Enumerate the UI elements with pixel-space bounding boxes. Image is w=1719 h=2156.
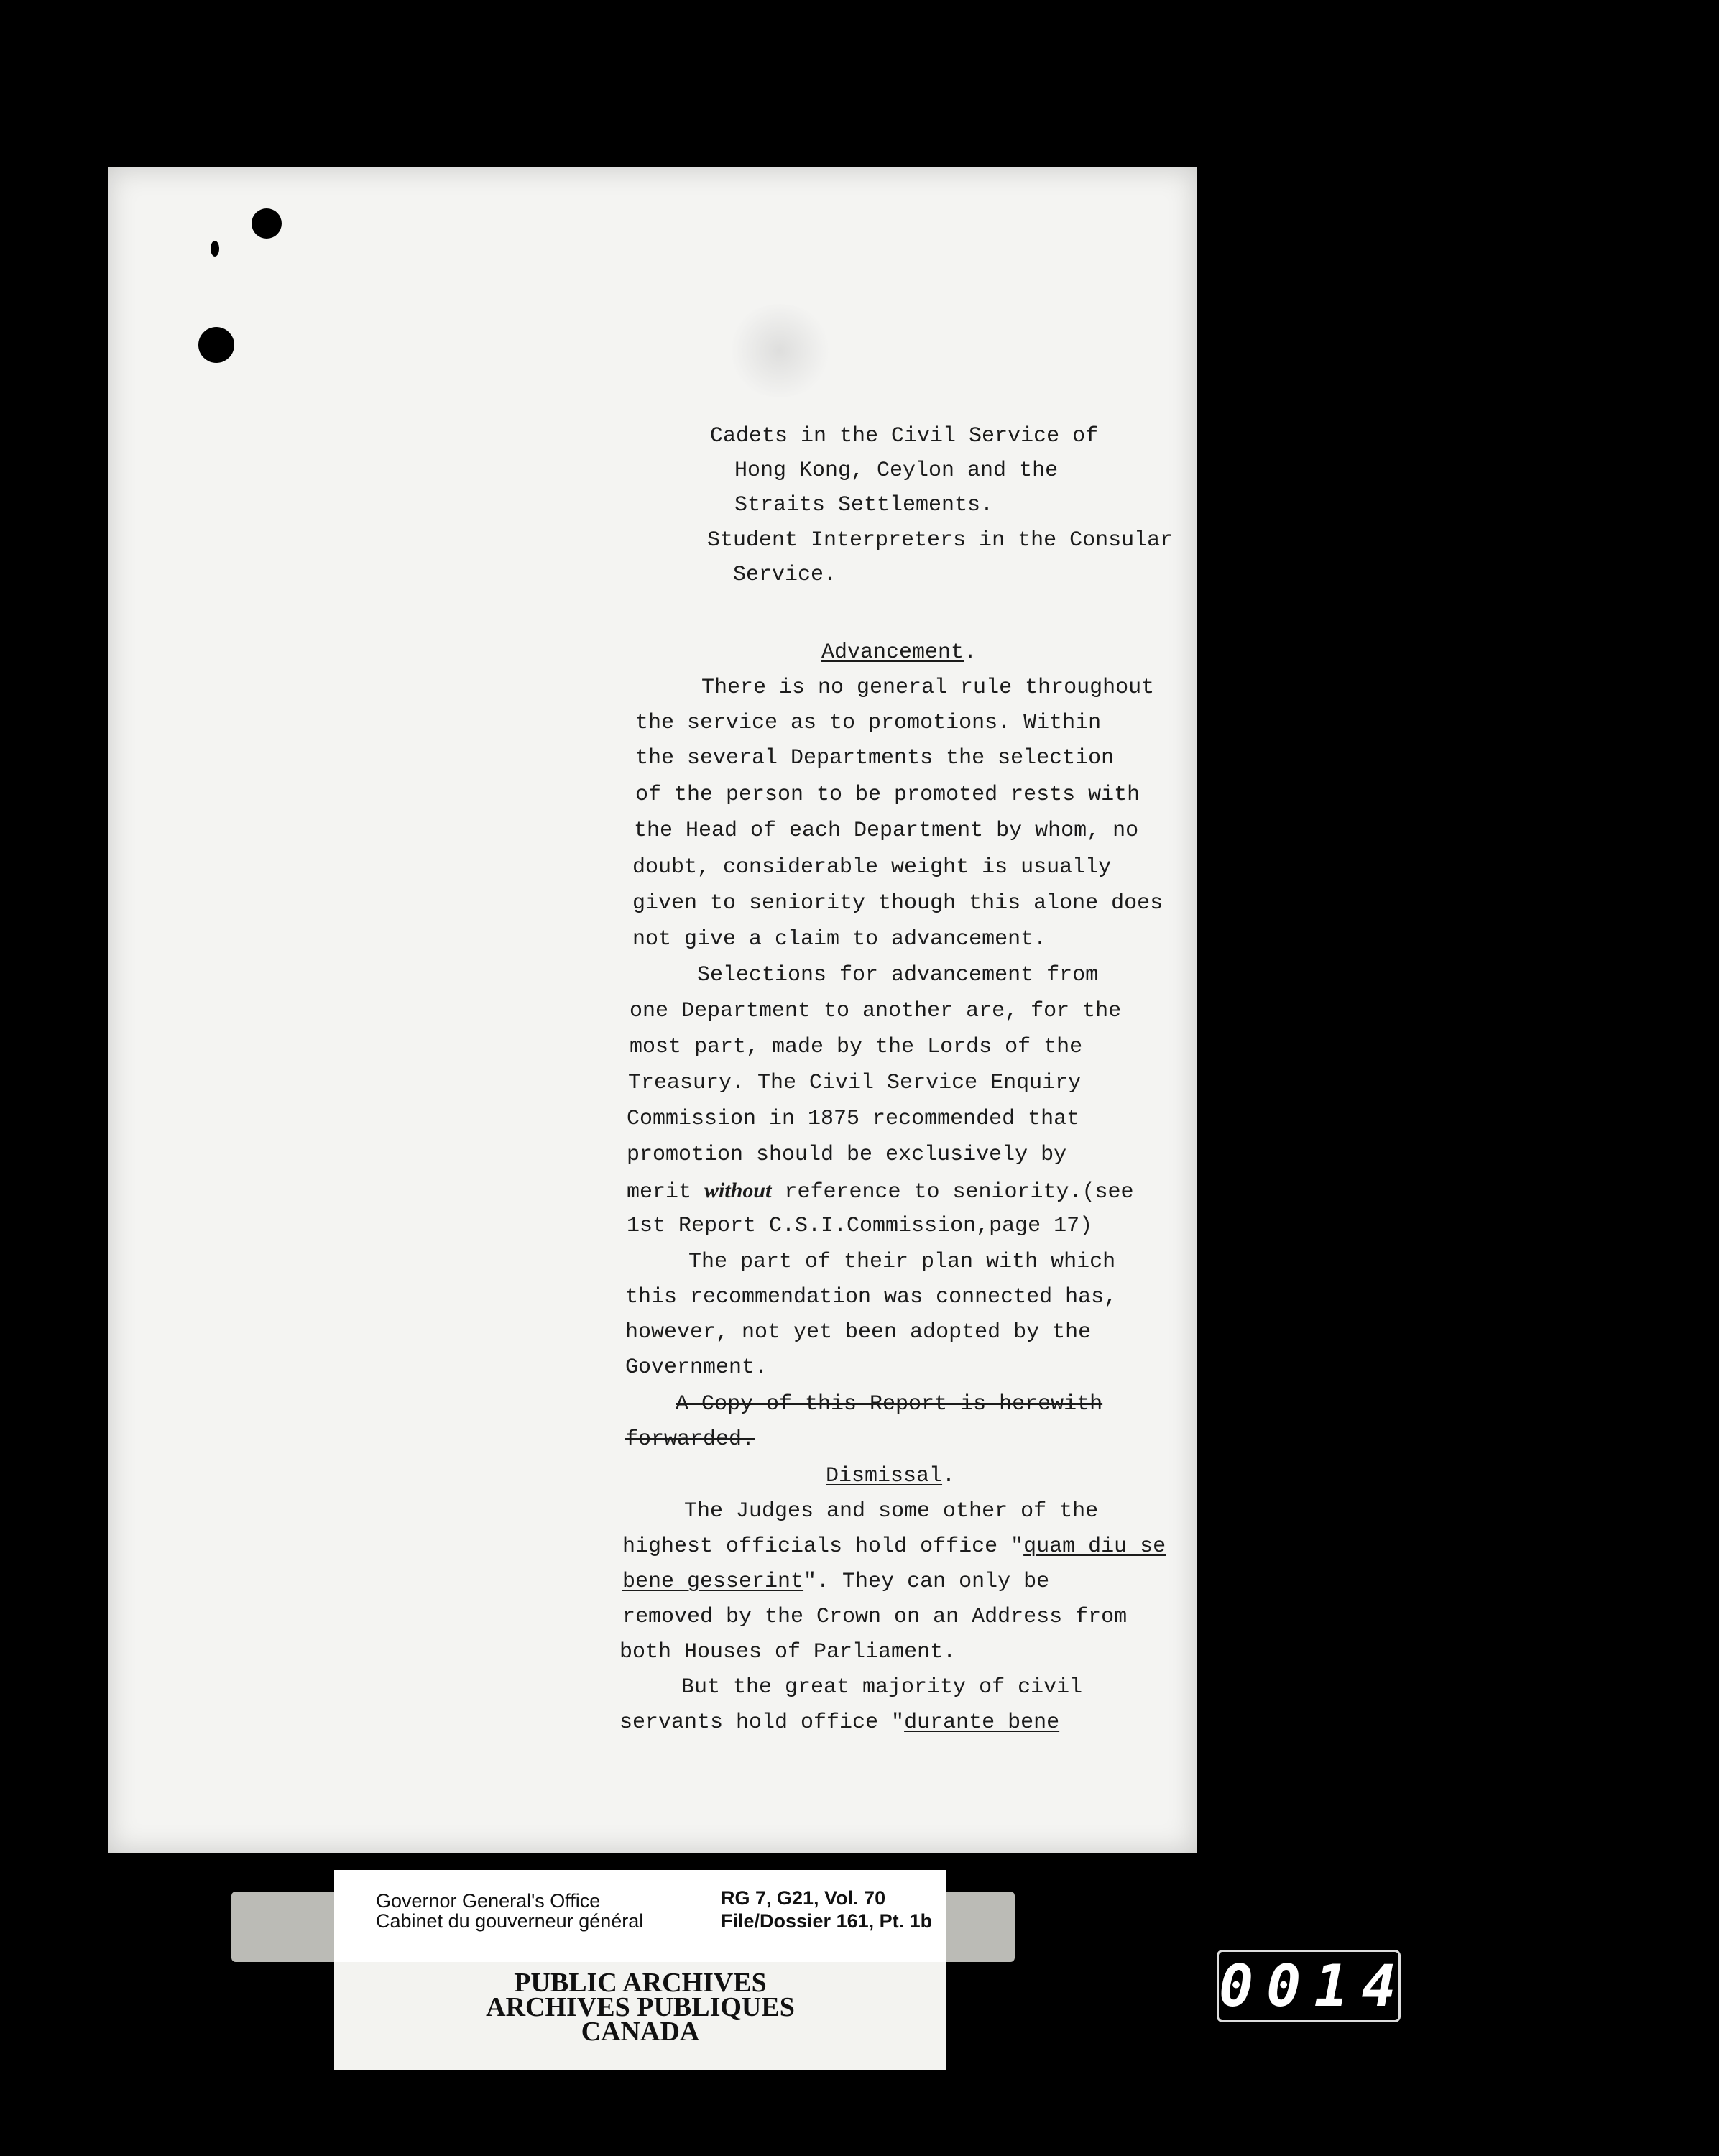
punch-hole [198, 327, 234, 363]
body-line: promotion should be exclusively by [627, 1143, 1067, 1167]
heading-line: Student Interpreters in the Consular [707, 528, 1174, 553]
body-line: merit without reference to seniority.(see [627, 1179, 1134, 1204]
struck-line: A Copy of this Report is herewith [676, 1392, 1103, 1416]
body-line: however, not yet been adopted by the [625, 1320, 1092, 1345]
struck-line: forwarded. [625, 1427, 755, 1452]
body-line: There is no general rule throughout [701, 676, 1155, 700]
archive-label [334, 1870, 946, 1962]
file-reference: File/Dossier 161, Pt. 1b [721, 1910, 933, 1932]
heading-line: Hong Kong, Ceylon and the [734, 459, 1059, 483]
body-line: Selections for advancement from [697, 963, 1099, 987]
body-line: But the great majority of civil [681, 1675, 1083, 1700]
body-line: given to seniority though this alone does [632, 891, 1163, 916]
record-group: RG 7, G21, Vol. 70 [721, 1887, 886, 1909]
body-line: Treasury. The Civil Service Enquiry [628, 1071, 1082, 1095]
body-line: The part of their plan with which [688, 1250, 1116, 1274]
body-line: the service as to promotions. Within [635, 711, 1102, 735]
body-line: removed by the Crown on an Address from [622, 1605, 1128, 1629]
body-line: servants hold office "durante bene [619, 1710, 1060, 1735]
body-line: both Houses of Parliament. [619, 1640, 957, 1664]
body-line: The Judges and some other of the [684, 1499, 1099, 1524]
heading-line: Straits Settlements. [734, 493, 994, 517]
body-line: the Head of each Department by whom, no [634, 819, 1139, 843]
embossed-seal [726, 304, 834, 397]
body-line: Commission in 1875 recommended that [627, 1107, 1080, 1131]
archives-line-country: CANADA [581, 2017, 700, 2047]
office-en: Governor General's Office [376, 1890, 601, 1912]
body-line: doubt, considerable weight is usually [632, 855, 1112, 880]
body-line: this recommendation was connected has, [625, 1285, 1117, 1309]
heading-line: Service. [733, 563, 837, 587]
office-fr: Cabinet du gouverneur général [376, 1910, 644, 1932]
body-line: the several Departments the selection [635, 746, 1115, 770]
body-line: most part, made by the Lords of the [630, 1035, 1083, 1059]
body-line: 1st Report C.S.I.Commission,page 17) [627, 1214, 1093, 1238]
body-line: not give a claim to advancement. [632, 927, 1047, 952]
body-line: bene gesserint". They can only be [622, 1570, 1050, 1594]
section-title-dismissal: Dismissal. [826, 1464, 956, 1488]
body-line: highest officials hold office "quam diu se [622, 1534, 1166, 1559]
body-line: Government. [625, 1355, 768, 1380]
punch-hole [252, 208, 282, 239]
archives-line-en: PUBLIC ARCHIVES [514, 1968, 767, 1998]
heading-line: Cadets in the Civil Service of [710, 424, 1099, 448]
public-archives-stamp [334, 1962, 946, 2070]
section-title-advancement: Advancement. [821, 640, 977, 665]
archives-line-fr: ARCHIVES PUBLIQUES [486, 1992, 795, 2022]
document-page [108, 167, 1197, 1853]
ink-spot [211, 241, 219, 257]
handwritten-insertion: without [704, 1179, 772, 1202]
body-line: of the person to be promoted rests with [635, 783, 1140, 807]
frame-counter: 0014 [1217, 1950, 1401, 2022]
body-line: one Department to another are, for the [630, 999, 1122, 1023]
